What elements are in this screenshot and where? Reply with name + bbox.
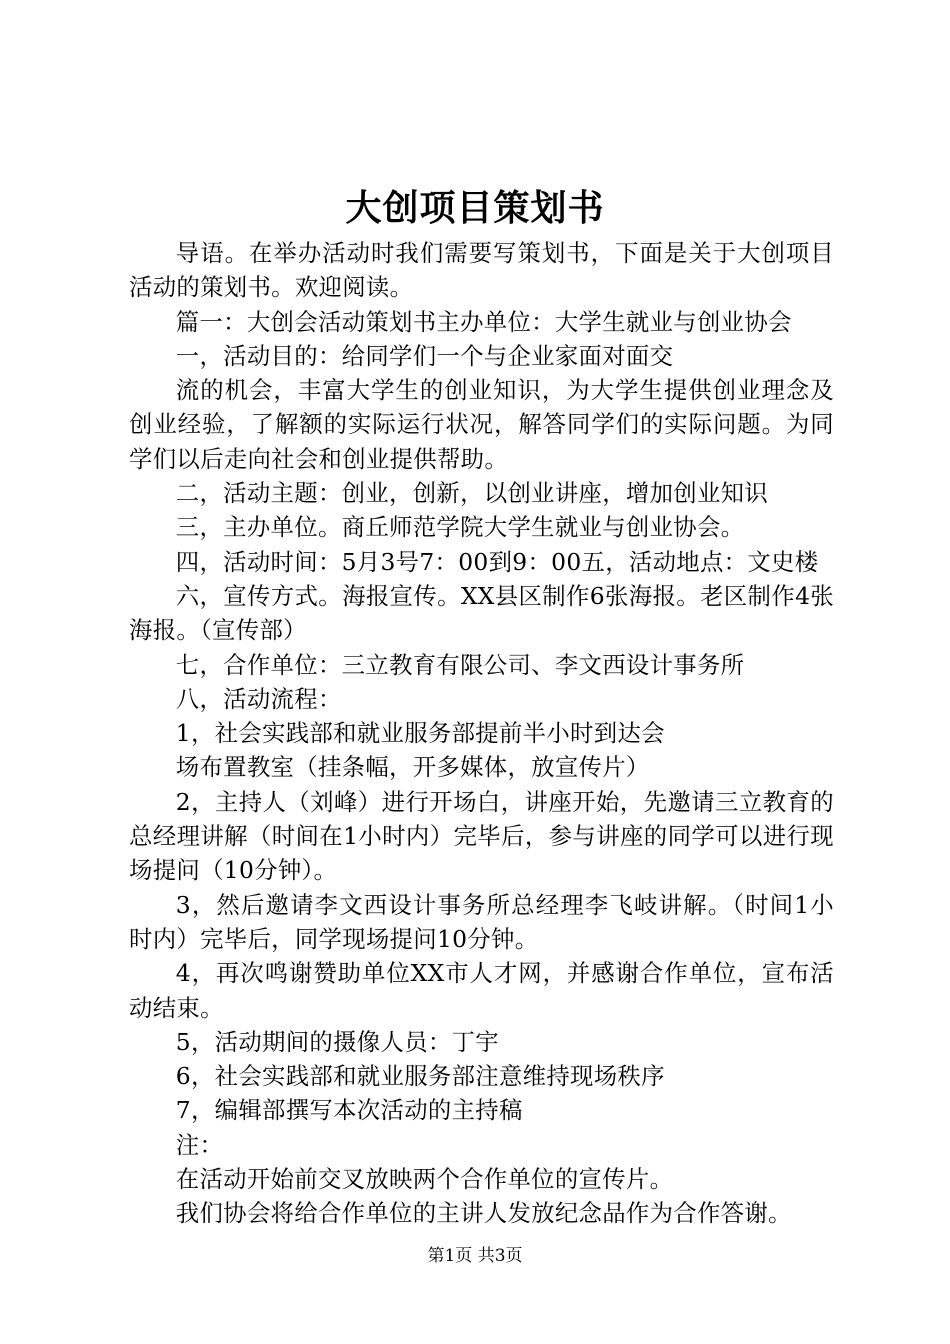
paragraph-step-1: 1，社会实践部和就业服务部提前半小时到达会 (175, 719, 665, 748)
paragraph-theme: 二，活动主题：创业，创新，以创业讲座，增加创业知识 (175, 479, 769, 508)
document-title: 大创项目策划书 (345, 187, 605, 229)
paragraph-partners: 七，合作单位：三立教育有限公司、李文西设计事务所 (175, 650, 745, 679)
paragraph-step-7: 7，编辑部撰写本次活动的主持稿 (175, 1096, 523, 1125)
paragraph-step-1-detail: 场布置教室（挂条幅，开多媒体，放宣传片） (175, 753, 650, 782)
paragraph-part-one: 篇一：大创会活动策划书主办单位：大学生就业与创业协会 (175, 307, 792, 336)
paragraph-note-heading: 注： (175, 1130, 224, 1159)
paragraph-time-location: 四，活动时间：5月3号7：00到9：00五，活动地点：文史楼 (175, 547, 819, 576)
page-number-footer: 第1页 共3页 (427, 1246, 523, 1266)
paragraph-organizer: 三，主办单位。商丘师范学院大学生就业与创业协会。 (175, 513, 745, 542)
paragraph-intro: 导语。在举办活动时我们需要写策划书，下面是关于大创项目活动的策划书。欢迎阅读。 (129, 239, 834, 302)
paragraph-promotion: 六，宣传方式。海报宣传。XX县区制作6张海报。老区制作4张海报。（宣传部） (129, 581, 834, 645)
paragraph-note-2: 我们协会将给合作单位的主讲人发放纪念品作为合作答谢。 (175, 1199, 792, 1228)
paragraph-step-6: 6，社会实践部和就业服务部注意维持现场秩序 (175, 1062, 665, 1091)
paragraph-step-2: 2，主持人（刘峰）进行开场白，讲座开始，先邀请三立教育的总经理讲解（时间在1小时内）完毕后，参与讲座的同学可以进行现场提问（10分钟）。 (129, 787, 834, 885)
paragraph-purpose: 一，活动目的：给同学们一个与企业家面对面交 (175, 341, 674, 370)
paragraph-note-1: 在活动开始前交叉放映两个合作单位的宣传片。 (175, 1165, 674, 1194)
paragraph-step-4: 4，再次鸣谢赞助单位XX市人才网，并感谢合作单位，宣布活动结束。 (129, 959, 834, 1022)
document-body (129, 236, 834, 1231)
paragraph-step-3: 3，然后邀请李文西设计事务所总经理李飞岐讲解。（时间1小时内）完毕后，同学现场提问10分钟。 (129, 890, 834, 953)
paragraph-purpose-detail: 流的机会，丰富大学生的创业知识，为大学生提供创业理念及创业经验，了解额的实际运行状况，解答同学们的实际问题。为同学们以后走向社会和创业提供帮助。 (129, 376, 834, 473)
paragraph-process-heading: 八，活动流程： (175, 684, 342, 713)
paragraph-step-5: 5，活动期间的摄像人员：丁宇 (175, 1027, 499, 1056)
